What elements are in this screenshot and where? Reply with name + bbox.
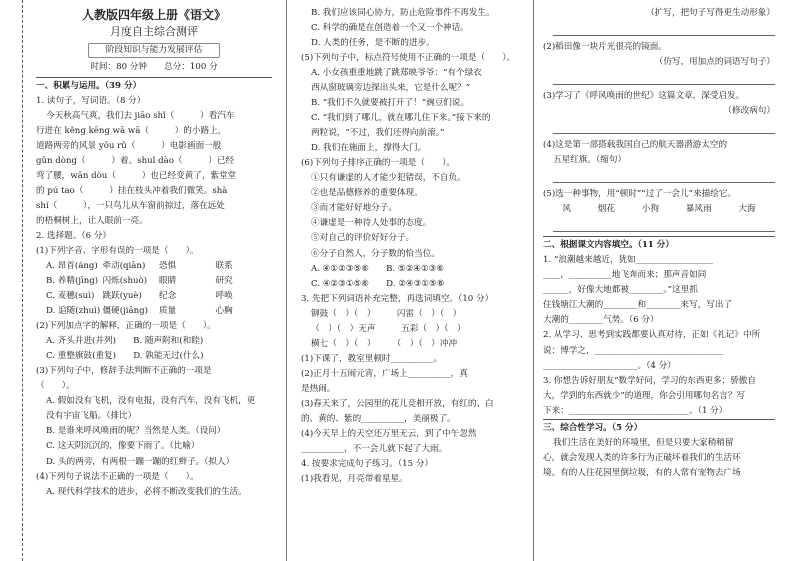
text-line: ______________________。（4 分） — [543, 360, 676, 371]
text-line: 今天秋高气爽，我们去 jiāo shǐ（ ）看汽车 — [46, 110, 235, 121]
text-line: B. 我们应该同心协力，防止危险事件不再发生。 — [311, 8, 495, 18]
text-line: (4)这是第一部搭载我国自己的航天器潜游太空的 — [543, 140, 728, 151]
text-line: (2)稻田像一块片光很亮的镜面。 — [543, 42, 667, 53]
text-line: (6)下列句子排序正确的一项是（ ）。 — [301, 158, 455, 169]
text-line: (1)我看见，月亮带着星星。 — [301, 473, 408, 484]
text-line: （修改病句） — [723, 106, 775, 117]
option-row — [36, 304, 272, 319]
text-line: C. 科学的确是在创造着一个又一个神话。 — [311, 23, 469, 34]
text-line: (5)选一种事物，用“顿时”“过了一会儿”来描绘它。 — [543, 189, 737, 200]
text-line: B. 是谁来呼风唤雨的呢？当然是人类。（设问） — [46, 426, 226, 437]
text-line: 住钱塘江大潮的________和________来写，写出了 — [543, 300, 733, 311]
option-item: 心胸 — [215, 306, 233, 317]
answer-line[interactable] — [553, 70, 775, 85]
text-line: (2)正月十五闹元宵，广场上__________，真 — [301, 368, 468, 379]
text-line: ⑤对自己的评价好好分子。 — [311, 233, 415, 244]
text-line: 行进在 kěng kēng wā wā（ ）的小路上， — [36, 125, 227, 136]
text-line: ______，好像大地都被________。”这里抓 — [543, 285, 698, 296]
option-item: 闪烁(shuò) — [102, 276, 148, 287]
option-item: A. 昂首(áng) — [46, 261, 98, 272]
section-heading: 二、根据课文内容填空。（11 分） — [543, 236, 775, 253]
answer-line[interactable] — [553, 217, 775, 232]
answer-line[interactable] — [553, 119, 775, 134]
text-line: ⑥分子自然人，分子数的恰当位。 — [311, 248, 440, 259]
text-line: ①只有谦虚的人才能少犯错误，不自负。 — [311, 173, 466, 184]
answer-line[interactable] — [553, 168, 775, 183]
text-line: (5)下列句子中，标点符号使用不正确的一项是（ ）。 — [301, 53, 516, 64]
option-row — [36, 259, 272, 274]
text-line: 五星红旗。（缩句） — [553, 155, 627, 166]
text-line: 4. 按要求完成句子练习。（15 分） — [301, 458, 434, 469]
page-title: 人教版四年级上册《语文》 — [81, 8, 226, 22]
option-row — [36, 289, 272, 304]
column-2-body — [301, 6, 523, 487]
text-line: D. 我们在施面上，撑得大门。 — [311, 143, 427, 154]
option-item: 牵动(qiān) — [102, 261, 146, 272]
option-item: 纪念 — [159, 291, 177, 302]
text-line: （扩写，把句子写得更生动形象） — [646, 8, 775, 18]
text-line: C. 这天阴沉沉的，像要下雨了。（比喻） — [46, 441, 200, 452]
option-row — [36, 274, 272, 289]
word-choices — [543, 202, 775, 217]
option-item: 跳跃(yuè) — [102, 291, 142, 302]
text-line: (4)今天早上的天空还万里无云，到了中午忽然 — [301, 428, 477, 439]
text-line: ④谦虚是一种待人处事的态度。 — [311, 218, 432, 229]
text-line: A. 齐头并进(并列) B. 随声附和(和睦) — [46, 336, 204, 347]
text-line: 心，就会发现人类的许多行为正破坏着我们的生活环 — [543, 452, 741, 463]
text-line: 3. 你想告诉好朋友“数学好问，学习的东西更多；骄傲自 — [543, 375, 756, 386]
text-line: (3)春天来了，公园里的花儿竞相开放，有红的、白 — [301, 398, 494, 409]
text-line: ____，__________地飞奔而来；那声音如同 — [543, 270, 707, 281]
text-line: 说：博学之，______________________________ — [543, 345, 724, 356]
binding-line-left — [22, 0, 23, 561]
text-line: D. 头的两旁，有两根一蹦一蹦的红辫子。（拟人） — [46, 456, 235, 467]
text-line: D. 人类的任务，是不断的进步。 — [311, 38, 435, 49]
text-line: （ ）（ ）无声 五彩（ ）（ ） — [311, 323, 466, 334]
text-line: gǔn dòng（ ）着。shuǐ dào（ ）已经 — [36, 155, 235, 166]
text-line: 大潮的________气势。（6 分） — [543, 315, 659, 326]
text-line: 境。有的人往花园里倒垃圾，有的人常有宠物去广场 — [543, 467, 741, 478]
column-1-body — [36, 77, 272, 500]
text-line: C. 重整旗鼓(重复) D. 孰能无过(什么) — [46, 351, 204, 362]
text-line: 的梧桐树上，让人眼前一亮。 — [36, 216, 148, 226]
option-item: 小狗 — [641, 204, 659, 215]
text-line: (3)下列句子中，修辞手法判断不正确的一项是 — [36, 366, 212, 377]
option-item: 眼睛 — [159, 276, 177, 287]
text-line: 1. 读句子，写词语。（8 分） — [36, 95, 146, 106]
text-line: （ ）。 — [36, 381, 75, 392]
column-3 — [543, 6, 775, 557]
text-line: 两粒说，“不过，我们还得向前滚。” — [311, 128, 445, 139]
column-1 — [36, 6, 272, 557]
text-line: 的、黄的、紫的__________，美丽极了。 — [301, 413, 456, 424]
answer-line[interactable] — [553, 21, 775, 36]
column-3-body — [543, 6, 775, 481]
text-line: __________，不一会儿就下起了大雨。 — [301, 443, 448, 454]
text-line: shí（ ），一只鸟儿从车窗前掠过，落在远处 — [36, 200, 225, 211]
text-line: 道路两旁的风景 yōu rǔ（ ）电影画面一般 — [36, 140, 222, 151]
option-item: 联系 — [215, 261, 233, 272]
text-line: 大，学到的东西就少”的道理，你会引用哪句名言？写 — [543, 390, 746, 401]
option-item: 恐惧 — [159, 261, 177, 272]
text-line: 是热闹。 — [301, 383, 336, 394]
text-line: A. 小女孩重重地跳了跳郑映爷爷：“有个绿衣 — [311, 68, 482, 79]
text-line: 铆鼓（ ）（ ） 闪雷（ ）（ ） — [311, 308, 462, 319]
option-item: 烟花 — [597, 204, 615, 215]
text-line: (1)下列字音、字形有误的一项是（ ）。 — [36, 246, 199, 257]
column-2 — [301, 6, 523, 557]
text-line: C. ④②③①⑤⑥ D. ②④③①⑤⑥ — [311, 278, 445, 289]
text-line: 横七（ ）（ ） （ ）（ ）冲冲 — [311, 338, 458, 349]
column-divider-1 — [286, 0, 287, 561]
text-line: ②也是品德修养的重要体现。 — [311, 188, 423, 199]
text-line: (2)下列加点字的解释，正确的一项是（ ）。 — [36, 321, 216, 332]
text-line: 3. 先把下列词语补充完整，再选词填空。（10 分） — [301, 293, 494, 304]
option-item: 研究 — [215, 276, 233, 287]
option-item: C. 麦穗(suì) — [46, 291, 95, 302]
text-line: A. 假如没有飞机，没有电报，没有汽车，没有飞机，更 — [46, 396, 256, 407]
text-line: (4)下列句子说法不正确的一项是（ ）。 — [36, 471, 199, 482]
text-line: A. ④①②③⑤⑥ B. ⑤②④①③⑥ — [311, 263, 445, 274]
page-subtitle: 月度自主综合测评 — [110, 25, 198, 38]
text-line: 下来：____________________________。（1 分） — [543, 405, 728, 416]
option-item: D. 追随(zhuì) — [46, 306, 101, 317]
option-item: 僵硬(jiāng) — [102, 306, 148, 317]
text-line: B. “我们不久就要被打开了！”豌豆们说。 — [311, 98, 470, 109]
option-item: 呼唤 — [215, 291, 233, 302]
option-item: 质量 — [159, 306, 177, 317]
text-line: (3)学习了《呼风唤雨的世纪》这篇文章，深受启发。 — [543, 91, 745, 102]
assessment-badge: 阶段知识与能力发展评估 — [88, 43, 220, 58]
text-line: （仿写，用加点的词语写句子） — [654, 57, 775, 68]
option-item: 大海 — [738, 204, 756, 215]
option-item: 暴风雨 — [685, 204, 712, 215]
option-item: B. 养精(jīng) — [46, 276, 99, 287]
text-line: 西从窗玻璃旁边探出头来，它是什么呢？” — [311, 83, 471, 94]
text-line: 弯了腰，wān dòu（ ）也已经变黄了，紫堂堂 — [36, 170, 237, 181]
text-line: C. “我们到了哪儿，就在哪儿住下来。”接下来的 — [311, 113, 491, 124]
text-line: 2. 从学习、思考到实践都要认真对待，正如《礼记》中所 — [543, 330, 761, 341]
text-line: 没有宇宙飞船。（排比） — [46, 411, 137, 422]
exam-meta: 时间：80 分钟 总分：100 分 — [90, 61, 218, 72]
text-line: 我们生活在美好的环境里，但是只要大家稍稍留 — [553, 437, 734, 448]
option-item: 风 — [562, 204, 571, 215]
section-heading: 一、积累与运用。（39 分） — [36, 77, 272, 94]
text-line: (1)下课了，教室里顿时__________。 — [301, 353, 443, 364]
section-heading: 三、综合性学习。（5 分） — [543, 419, 775, 436]
column-divider-2 — [533, 0, 534, 561]
text-line: 的 pú tao（ ）挂在枝头冲着我们微笑。shà — [36, 185, 228, 196]
text-line: 1. “浪潮越来越近，犹如__________________ — [543, 255, 714, 266]
text-line: ③而才能好好地分子。 — [311, 203, 397, 214]
text-line: 2. 选择题。（6 分） — [36, 231, 111, 242]
text-line: A. 现代科学技术的进步，必将不断改变我们的生活。 — [46, 486, 247, 497]
